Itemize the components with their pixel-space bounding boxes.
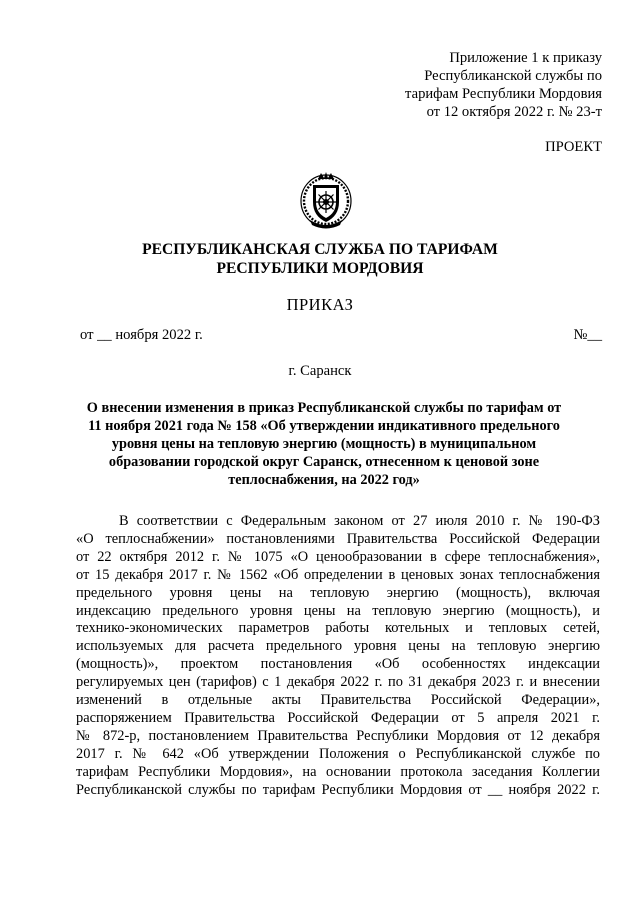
body-line: от 22 октября 2012 г. № 1075 «О ценообразовании в сфере теплоснабжения», bbox=[76, 548, 600, 565]
body-line: предельного уровня цены на тепловую энергию (мощность), включая bbox=[76, 584, 600, 601]
coat-of-arms-icon bbox=[298, 170, 354, 230]
body-line: Республиканской службы по тарифам Республики Мордовия от __ ноября 2022 г. bbox=[76, 781, 600, 798]
order-title: ПРИКАЗ bbox=[286, 295, 354, 314]
appendix-line: Приложение 1 к приказу bbox=[449, 50, 602, 66]
order-city: г. Саранск bbox=[288, 363, 352, 379]
subject-line: уровня цены на тепловую энергию (мощность) в муниципальном bbox=[111, 436, 537, 452]
order-subject bbox=[74, 399, 574, 489]
body-line: технико-экономических параметров работы котельных и тепловых сетей, bbox=[76, 620, 600, 637]
appendix-line: тарифам Республики Мордовия bbox=[405, 86, 602, 102]
subject-line: О внесении изменения в приказ Республиканской службы по тарифам от bbox=[86, 400, 562, 416]
organization-line: РЕСПУБЛИКАНСКАЯ СЛУЖБА ПО ТАРИФАМ bbox=[142, 241, 498, 258]
order-date: от __ ноября 2022 г. bbox=[80, 327, 203, 343]
body-line: от 15 декабря 2017 г. № 1562 «Об определении в ценовых зонах теплоснабжения bbox=[76, 566, 600, 583]
body-line: тарифам Республики Мордовия», на основании протокола заседания Коллегии bbox=[76, 763, 600, 780]
draft-label: ПРОЕКТ bbox=[545, 139, 602, 155]
organization-line: РЕСПУБЛИКИ МОРДОВИЯ bbox=[216, 260, 424, 277]
body-paragraph bbox=[76, 513, 600, 800]
order-number: №__ bbox=[573, 327, 602, 343]
body-line: В соответствии с Федеральным законом от 27 июля 2010 г. № 190-ФЗ bbox=[119, 513, 600, 529]
body-line: (мощность)», проектом постановления «Об особенностях индексации bbox=[76, 656, 600, 673]
subject-line: образовании городской округ Саранск, отнесенном к ценовой зоне bbox=[108, 454, 540, 470]
body-line: № 872-р, постановлением Правительства Республики Мордовия от 12 декабря bbox=[76, 727, 600, 744]
body-line: регулируемых цен (тарифов) с 1 декабря 2022 г. по 31 декабря 2023 г. и внесении bbox=[76, 674, 600, 691]
subject-line: 11 ноября 2021 года № 158 «Об утверждении индикативного предельного bbox=[88, 418, 560, 434]
body-line: «О теплоснабжении» постановлениями Правительства Российской Федерации bbox=[76, 530, 600, 547]
appendix-line: от 12 октября 2022 г. № 23-т bbox=[426, 104, 602, 120]
body-line: индексацию предельного уровня цены на тепловую энергию (мощность), и bbox=[76, 602, 600, 619]
body-line: распоряжением Правительства Российской Федерации от 5 апреля 2021 г. bbox=[76, 709, 600, 726]
body-line: используемых для расчета предельного уровня цены на тепловую энергию bbox=[76, 638, 600, 655]
subject-line: теплоснабжения, на 2022 год» bbox=[228, 472, 420, 488]
appendix-line: Республиканской службы по bbox=[424, 68, 602, 84]
body-line: 2017 г. № 642 «Об утверждении Положения о Республиканской службе по bbox=[76, 745, 600, 762]
body-line: изменений в отдельные акты Правительства Российской Федерации», bbox=[76, 692, 600, 709]
organization-name bbox=[0, 240, 640, 278]
appendix-note bbox=[342, 49, 602, 121]
